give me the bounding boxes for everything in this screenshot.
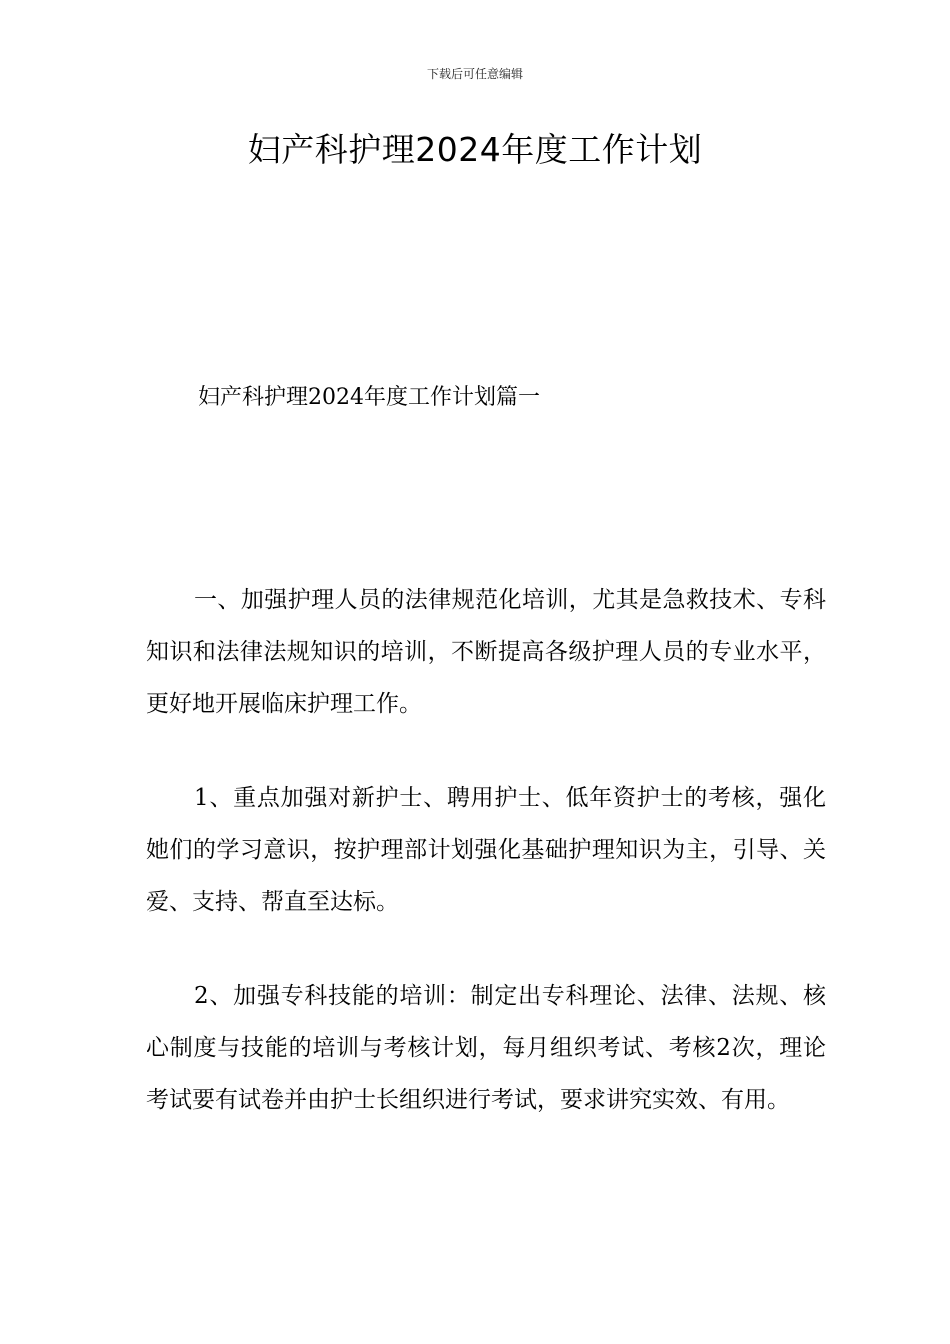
header-note: 下载后可任意编辑	[426, 67, 523, 81]
paragraph-new-nurse-assessment: 1、重点加强对新护士、聘用护士、低年资护士的考核，强化她们的学习意识，按护理部计划强化基础护理知识为主，引导、关爱、支持、帮直至达标。	[146, 785, 826, 915]
paragraph-specialty-skills-training: 2、加强专科技能的培训：制定出专科理论、法律、法规、核心制度与技能的培训与考核计划，每月组织考试、考核2次，理论考试要有试卷并由护士长组织进行考试，要求讲究实效、有用。	[146, 983, 826, 1113]
document-title: 妇产科护理2024年度工作计划	[247, 130, 703, 169]
paragraph-legal-training: 一、加强护理人员的法律规范化培训，尤其是急救技术、专科知识和法律法规知识的培训，不断提高各级护理人员的专业水平，更好地开展临床护理工作。	[146, 587, 826, 717]
section-heading: 妇产科护理2024年度工作计划篇一	[198, 385, 540, 410]
